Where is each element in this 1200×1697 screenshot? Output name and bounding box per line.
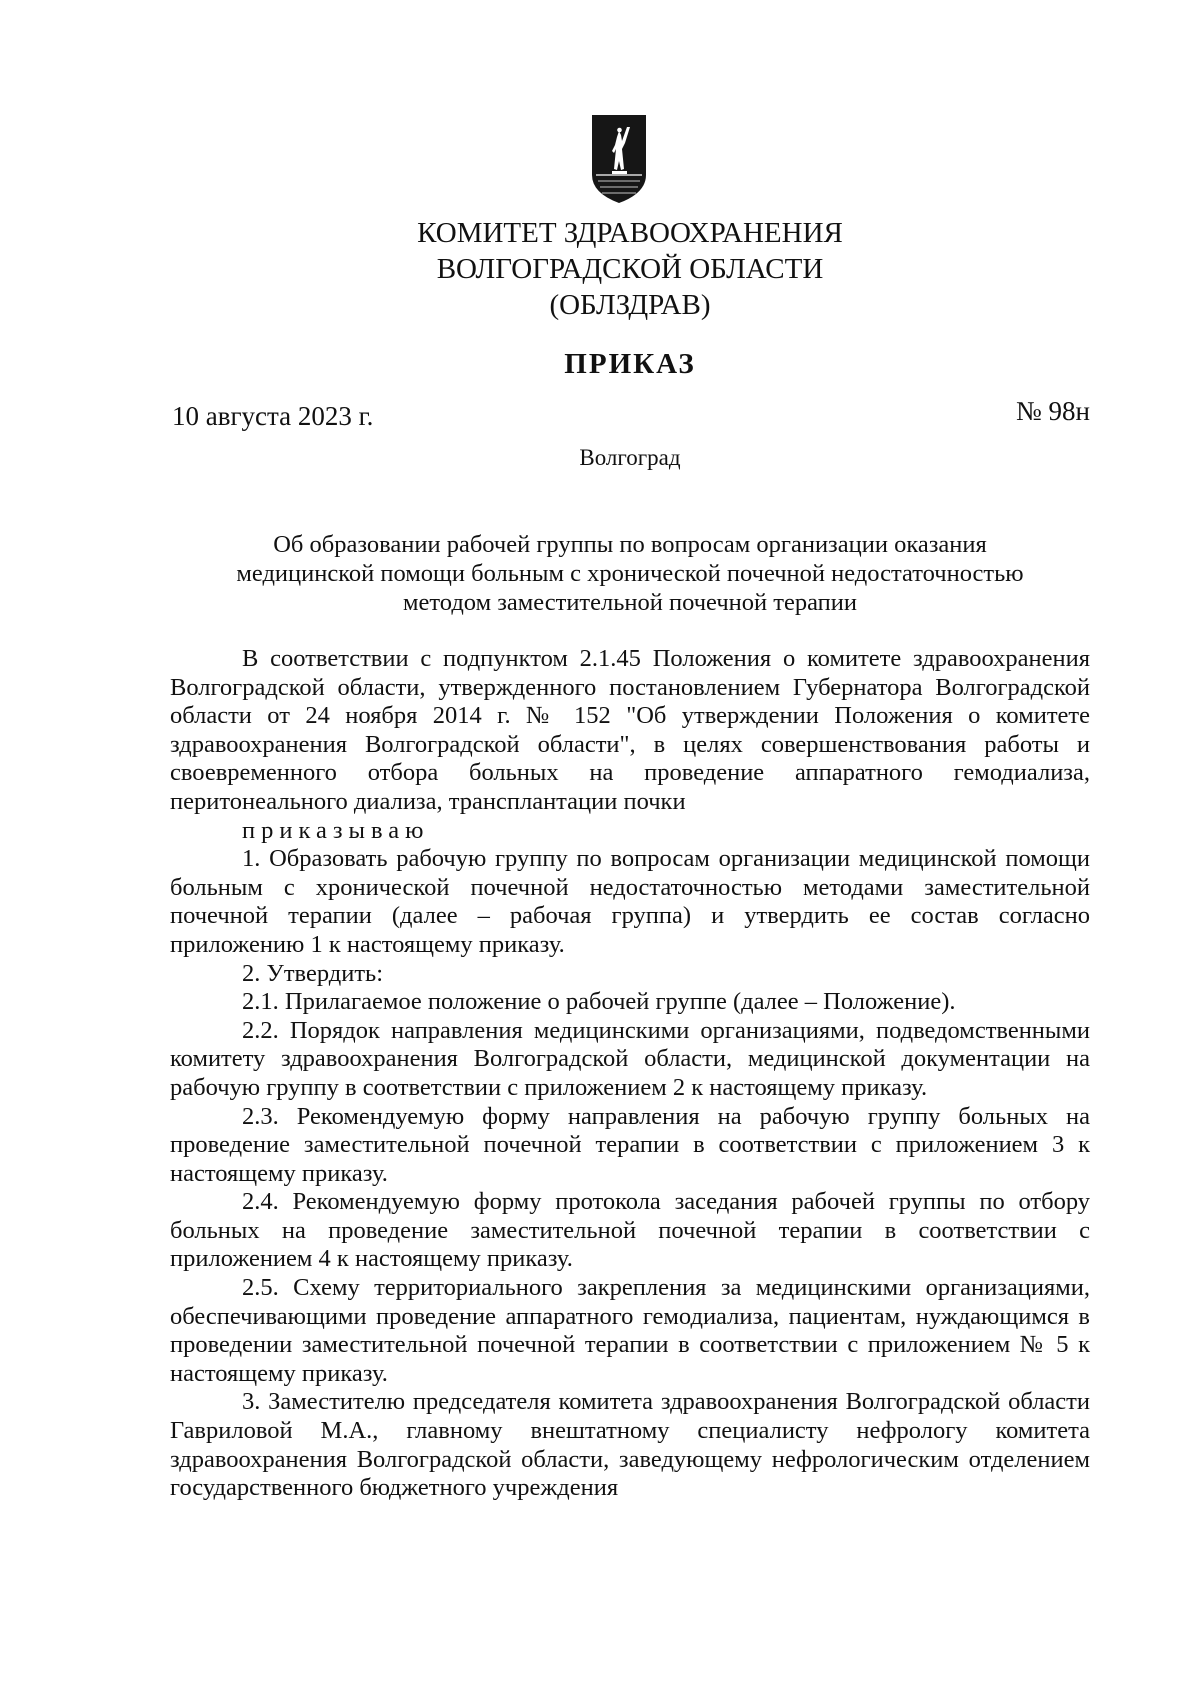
coat-of-arms-emblem — [590, 113, 648, 205]
clause-2-2: 2.2. Порядок направления медицинскими организациями, подведомственными комитету здравоохранения Волгоградской области, медицинской документации на рабочую группу в соответствии с приложением 2 к настоящему приказу. — [170, 1016, 1090, 1101]
org-line-2: ВОЛГОГРАДСКОЙ ОБЛАСТИ — [436, 253, 824, 285]
clause-2-4: 2.4. Рекомендуемую форму протокола заседания рабочей группы по отбору больных на проведение заместительной почечной терапии в соответствии с приложением 4 к настоящему приказу. — [170, 1188, 1090, 1273]
clause-3: 3. Заместителю председателя комитета здравоохранения Волгоградской области Гавриловой М.А., главному внештатному специалисту нефрологу комитета здравоохранения Волгоградской области, заведующему нефрологическим отделением государственного бюджетного учреждения — [170, 1388, 1090, 1502]
organization-name — [300, 215, 960, 323]
clause-2-3: 2.3. Рекомендуемую форму направления на рабочую группу больных на проведение заместительной почечной терапии в соответствии с приложением 3 к настоящему приказу. — [170, 1102, 1090, 1187]
org-line-3: (ОБЛЗДРАВ) — [549, 289, 711, 321]
subject-line-2: медицинской помощи больным с хронической почечной недостаточностью — [236, 560, 1024, 587]
document-number: № 98н — [1016, 396, 1090, 426]
clause-2-5: 2.5. Схему территориального закрепления за медицинскими организациями, обеспечивающими проведение аппаратного гемодиализа, пациентам, нуждающимся в проведении заместительной почечной терапии в соответствии с приложением № 5 к настоящему приказу. — [170, 1274, 1090, 1387]
document-date: 10 августа 2023 г. — [172, 401, 374, 431]
org-line-1: КОМИТЕТ ЗДРАВООХРАНЕНИЯ — [417, 217, 843, 249]
clause-1: 1. Образовать рабочую группу по вопросам организации медицинской помощи больным с хронической почечной недостаточностью методами заместительной почечной терапии (далее – рабочая группа) и утвердить ее состав согласно приложению 1 к настоящему приказу. — [170, 845, 1090, 958]
preamble-paragraph: В соответствии с подпунктом 2.1.45 Положения о комитете здравоохранения Волгоградской области, утвержденного постановлением Губернатора Волгоградской области от 24 ноября 2014 г. № 152 "Об утверждении Положения о комитете здравоохранения Волгоградской области", в целях совершенствования работы и своевременного отбора больных на проведение аппаратного гемодиализа, перитонеального диализа, трансплантации почки — [170, 645, 1090, 815]
clause-2: 2. Утвердить: — [242, 959, 384, 987]
document-body — [170, 645, 1090, 1503]
document-subject — [170, 530, 1090, 617]
clause-2-1: 2.1. Прилагаемое положение о рабочей группе (далее – Положение). — [242, 988, 956, 1016]
order-word: приказываю — [242, 816, 430, 844]
document-type: ПРИКАЗ — [564, 348, 696, 380]
subject-line-3: методом заместительной почечной терапии — [403, 589, 857, 616]
document-city: Волгоград — [579, 445, 681, 470]
subject-line-1: Об образовании рабочей группы по вопросам организации оказания — [273, 531, 987, 558]
